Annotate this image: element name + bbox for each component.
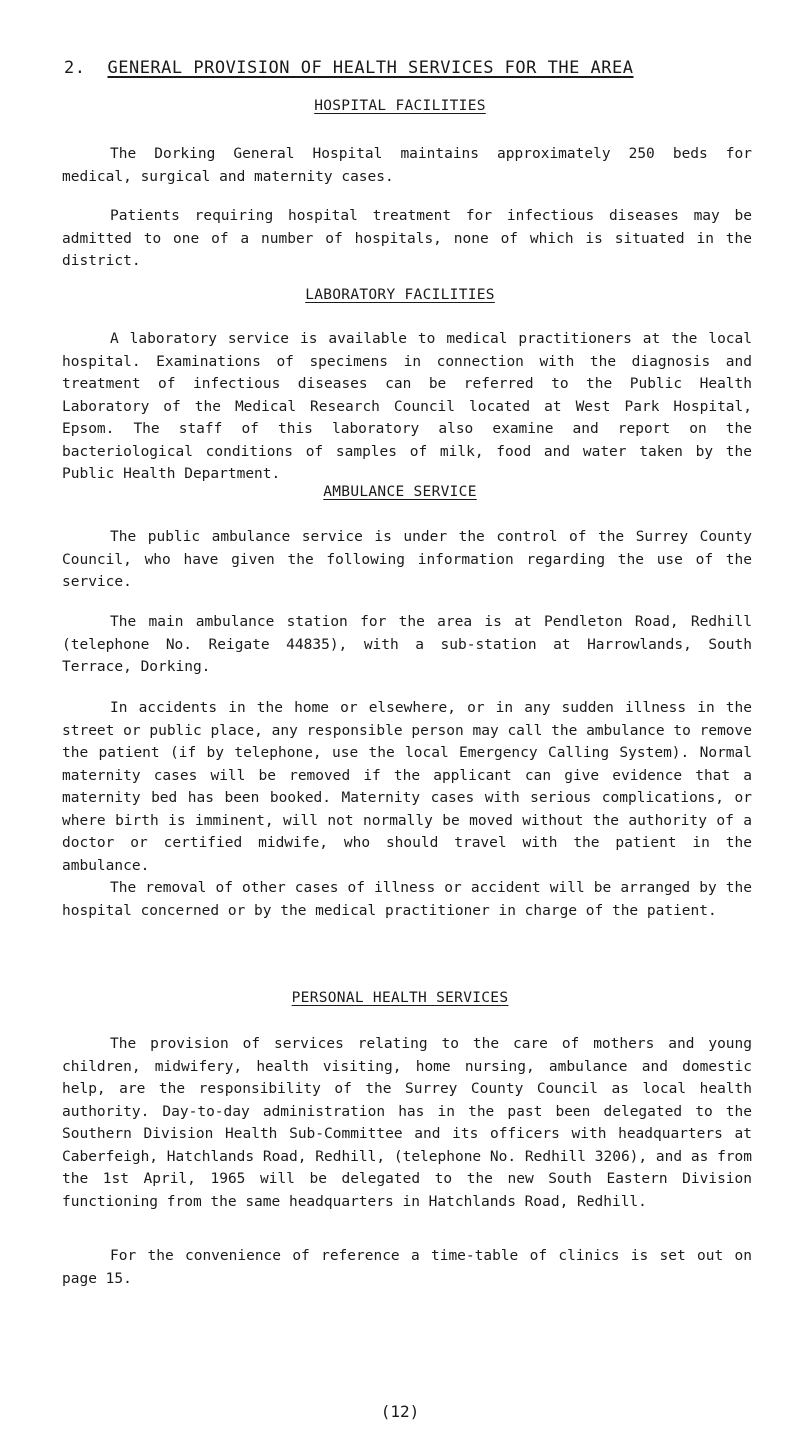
heading-hospital-facilities: HOSPITAL FACILITIES: [314, 98, 486, 114]
paragraph-hospital-1: The Dorking General Hospital maintains approximately 250 beds for medical, surgical and maternity cases.: [62, 146, 752, 185]
page-number: (12): [380, 1402, 420, 1421]
paragraph-ambulance-3: In accidents in the home or elsewhere, or in any sudden illness in the street or public place, any responsible person may call the ambulance to remove the patient (if by telephone, use the local Emergency Calling System). Normal maternity cases will be removed if the applicant can give evidence that a maternity bed has been booked. Maternity cases with serious complications, or where birth is imminent, will not normally be moved without the authority of a doctor or certified midwife, who should travel with the patient in the ambulance.: [62, 700, 752, 874]
section-title: GENERAL PROVISION OF HEALTH SERVICES FOR THE AREA: [107, 58, 634, 78]
paragraph-laboratory-1: A laboratory service is available to medical practitioners at the local hospital. Examinations of specimens in connection with the diagnosis and treatment of infectious diseases can be referred to the Public Health Laboratory of the Medical Research Council located at West Park Hospital, Epsom. The staff of this laboratory also examine and report on the bacteriological conditions of samples of milk, food and water taken by the Public Health Department.: [62, 331, 752, 482]
paragraph-personal-2: For the convenience of reference a time-table of clinics is set out on page 15.: [62, 1248, 752, 1287]
heading-personal-health-services: PERSONAL HEALTH SERVICES: [291, 990, 509, 1006]
paragraph-hospital-2: Patients requiring hospital treatment for infectious diseases may be admitted to one of a number of hospitals, none of which is situated in the district.: [62, 208, 752, 269]
paragraph-ambulance-2: The main ambulance station for the area is at Pendleton Road, Redhill (telephone No. Reigate 44835), with a sub-station at Harrowlands, South Terrace, Dorking.: [62, 614, 752, 675]
heading-laboratory-facilities: LABORATORY FACILITIES: [305, 287, 495, 303]
heading-ambulance-service: AMBULANCE SERVICE: [323, 484, 477, 500]
paragraph-ambulance-4: The removal of other cases of illness or accident will be arranged by the hospital concerned or by the medical practitioner in charge of the patient.: [62, 880, 752, 919]
paragraph-ambulance-1: The public ambulance service is under the control of the Surrey County Council, who have given the following information regarding the use of the service.: [62, 529, 752, 590]
paragraph-personal-1: The provision of services relating to the care of mothers and young children, midwifery, health visiting, home nursing, ambulance and domestic help, are the responsibility of the Surrey County Council as local health authority. Day-to-day administration has in the past been delegated to the Southern Division Health Sub-Committee and its officers with headquarters at Caberfeigh, Hatchlands Road, Redhill, (telephone No. Redhill 3206), and as from the 1st April, 1965 will be delegated to the new South Eastern Division functioning from the same headquarters in Hatchlands Road, Redhill.: [62, 1036, 752, 1210]
section-number: 2.: [64, 58, 86, 78]
section-header: [64, 58, 634, 78]
